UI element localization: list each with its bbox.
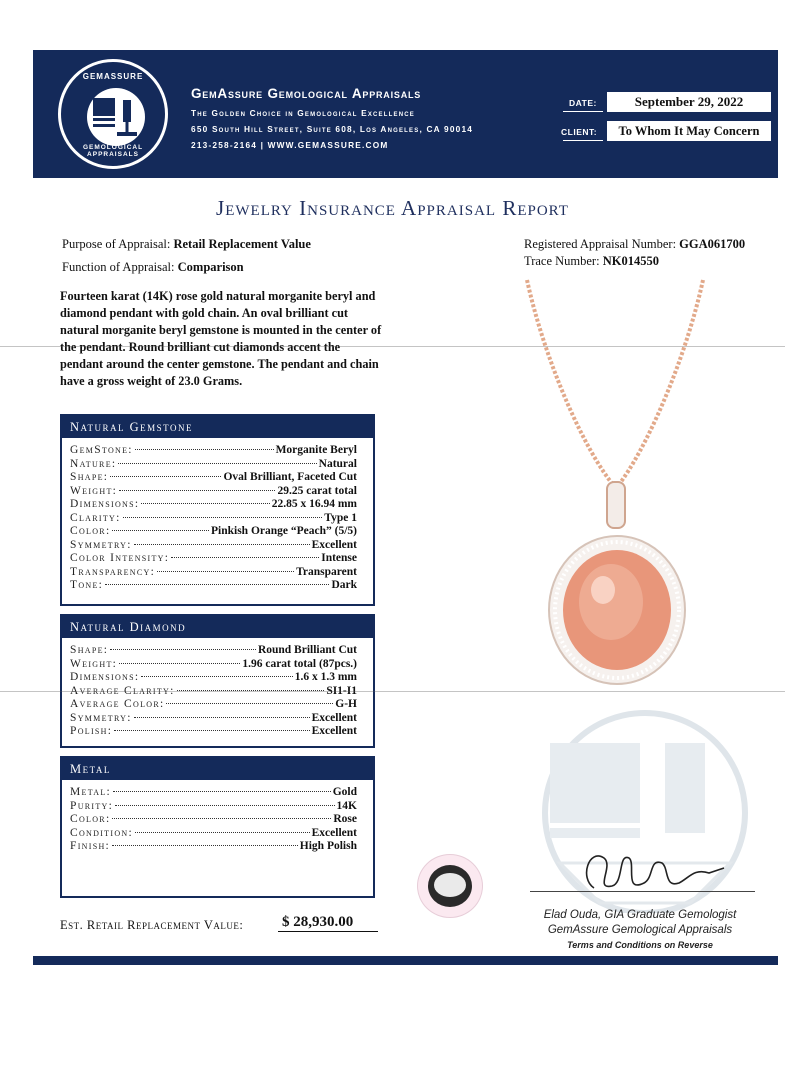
spec-leader-dots (134, 544, 310, 545)
spec-value: Rose (333, 813, 357, 825)
spec-key: Color: (70, 813, 111, 825)
spec-value: Morganite Beryl (275, 444, 357, 456)
spec-value: 1.96 carat total (87pcs.) (242, 657, 357, 670)
item-description: Fourteen karat (14K) rose gold natural morganite beryl and diamond pendant with gold chain. An oval brilliant cut natural morganite beryl gemstone is mounted in the center of the pendant. Round brilliant cut diamonds accent the pendant around the center gemstone. The pendant and chain have a gross weight of 23.0 Grams. (60, 289, 382, 388)
pendant-bail (607, 482, 625, 528)
spec-leader-dots (135, 449, 274, 450)
spec-value: Pinkish Orange “Peach” (5/5) (211, 525, 357, 537)
spec-row (70, 566, 357, 580)
seal-bottom-text: GEMOLOGICAL APPRAISALS (82, 144, 144, 158)
spec-row (70, 512, 357, 526)
spec-value: Excellent (311, 711, 357, 724)
spec-value: High Polish (299, 840, 357, 852)
spec-leader-dots (171, 557, 319, 558)
spec-row (70, 840, 357, 854)
spec-row (70, 498, 357, 512)
spec-leader-dots (157, 571, 294, 572)
spec-row (70, 525, 357, 539)
diamond-panel (60, 614, 375, 748)
spec-key: Symmetry: (70, 538, 132, 551)
spec-value: Dark (331, 579, 357, 591)
spec-leader-dots (110, 649, 256, 650)
spec-key: Shape: (70, 644, 109, 656)
seal-emblem (87, 88, 145, 146)
client-value: To Whom It May Concern (607, 121, 771, 141)
spec-key: GemStone: (70, 444, 133, 456)
date-value: September 29, 2022 (607, 92, 771, 112)
appraiser-company: GemAssure Gemological Appraisals (547, 924, 733, 936)
spec-leader-dots (115, 805, 334, 806)
diamond-rows (62, 638, 373, 739)
metal-heading: Metal (62, 758, 373, 780)
footer-bar (33, 956, 778, 965)
spec-leader-dots (118, 463, 316, 464)
spec-row (70, 471, 357, 485)
metal-rows (62, 780, 373, 854)
spec-key: Finish: (70, 840, 111, 852)
spec-key: Color: (70, 525, 111, 537)
spec-leader-dots (135, 832, 310, 833)
report-title: Jewelry Insurance Appraisal Report (216, 196, 569, 220)
spec-key: Condition: (70, 826, 133, 839)
spec-value: Intense (321, 552, 357, 564)
spec-key: Symmetry: (70, 711, 132, 724)
spec-value: Gold (332, 786, 357, 798)
spec-value: 14K (336, 799, 357, 812)
spec-row (70, 725, 357, 739)
spec-leader-dots (141, 676, 292, 677)
registration-value: GGA061700 (679, 237, 746, 251)
gemstone-heading: Natural Gemstone (62, 416, 373, 438)
spec-key: Shape: (70, 471, 109, 483)
spec-row (70, 458, 357, 472)
purpose-label: Purpose of Appraisal: (62, 237, 171, 251)
signature-scrawl (574, 838, 734, 908)
spec-leader-dots (119, 663, 240, 664)
scan-artifact-line (0, 346, 785, 347)
spec-row (70, 698, 357, 712)
company-seal (58, 59, 168, 169)
seal-top-text: GEMASSURE (82, 72, 144, 81)
client-rule (563, 140, 603, 141)
value-label: Est. Retail Replacement Value: (60, 918, 244, 932)
spec-leader-dots (123, 517, 323, 518)
spec-leader-dots (134, 717, 310, 718)
spec-row (70, 644, 357, 658)
spec-row (70, 827, 357, 841)
spec-row (70, 786, 357, 800)
spec-row (70, 813, 357, 827)
scan-artifact-line (0, 691, 785, 692)
spec-value: SI1-I1 (326, 684, 357, 697)
pendant-photo (515, 272, 715, 692)
spec-value: Excellent (311, 826, 357, 839)
spec-key: Color Intensity: (70, 552, 170, 564)
spec-key: Clarity: (70, 511, 121, 524)
value-amount: $ 28,930.00 (278, 914, 378, 932)
registration-line (524, 237, 745, 252)
trace-label: Trace Number: (524, 254, 600, 268)
company-address: 650 South Hill Street, Suite 608, Los Angeles, CA 90014 (191, 124, 474, 134)
spec-leader-dots (141, 503, 269, 504)
gemstone-rows (62, 438, 373, 593)
spec-value: Oval Brilliant, Faceted Cut (223, 471, 357, 483)
signature-line (530, 891, 755, 892)
spec-leader-dots (119, 490, 275, 491)
hologram-seal (417, 854, 483, 918)
spec-leader-dots (112, 818, 331, 819)
spec-key: Average Color: (70, 698, 165, 710)
date-label: DATE: (569, 98, 597, 108)
company-tagline: The Golden Choice in Gemological Excellence (191, 108, 415, 118)
spec-value: 22.85 x 16.94 mm (271, 498, 357, 510)
spec-row (70, 579, 357, 593)
spec-key: Weight: (70, 484, 118, 497)
appraiser-name: Elad Ouda, GIA Graduate Gemologist (543, 909, 737, 921)
spec-leader-dots (112, 530, 209, 531)
spec-key: Tone: (70, 579, 104, 591)
purpose-value: Retail Replacement Value (173, 237, 311, 251)
spec-value: Excellent (311, 538, 357, 551)
purpose-line (62, 237, 311, 252)
chain-right (617, 280, 703, 487)
spec-value: Type 1 (324, 511, 357, 524)
registration-label: Registered Appraisal Number: (524, 237, 677, 251)
client-label: CLIENT: (561, 127, 598, 137)
terms-note: Terms and Conditions on Reverse (567, 940, 713, 950)
spec-key: Polish: (70, 725, 113, 737)
spec-leader-dots (114, 730, 309, 731)
function-value: Comparison (177, 260, 244, 274)
chain-left (527, 280, 615, 487)
spec-key: Nature: (70, 457, 117, 470)
spec-leader-dots (113, 791, 331, 792)
spec-value: G-H (335, 698, 357, 710)
spec-row (70, 800, 357, 814)
company-contact: 213-258-2164 | WWW.GEMASSURE.COM (191, 140, 389, 150)
spec-key: Dimensions: (70, 498, 140, 510)
spec-value: 29.25 carat total (277, 484, 357, 497)
function-line (62, 260, 244, 275)
spec-row (70, 552, 357, 566)
header-banner (33, 50, 778, 178)
spec-key: Transparency: (70, 565, 156, 578)
date-rule (563, 111, 603, 112)
spec-key: Metal: (70, 786, 112, 798)
spec-key: Purity: (70, 799, 114, 812)
spec-key: Dimensions: (70, 671, 140, 683)
spec-row (70, 485, 357, 499)
spec-value: Round Brilliant Cut (257, 644, 357, 656)
spec-value: Excellent (311, 725, 357, 737)
spec-value: Transparent (296, 565, 357, 578)
trace-line (524, 254, 659, 269)
spec-row (70, 712, 357, 726)
trace-value: NK014550 (602, 254, 659, 268)
company-name: GemAssure Gemological Appraisals (191, 86, 422, 101)
spec-value: Natural (318, 457, 357, 470)
spec-leader-dots (112, 845, 298, 846)
function-label: Function of Appraisal: (62, 260, 175, 274)
spec-leader-dots (166, 703, 333, 704)
spec-row (70, 539, 357, 553)
spec-value: 1.6 x 1.3 mm (294, 671, 357, 683)
spec-key: Average Clarity: (70, 684, 175, 697)
spec-row (70, 444, 357, 458)
spec-leader-dots (110, 476, 221, 477)
spec-row (70, 671, 357, 685)
gemstone-panel (60, 414, 375, 606)
spec-row (70, 658, 357, 672)
metal-panel (60, 756, 375, 898)
spec-leader-dots (105, 584, 329, 585)
flag-microscope-icon (87, 88, 145, 146)
spec-key: Weight: (70, 657, 118, 670)
diamond-heading: Natural Diamond (62, 616, 373, 638)
